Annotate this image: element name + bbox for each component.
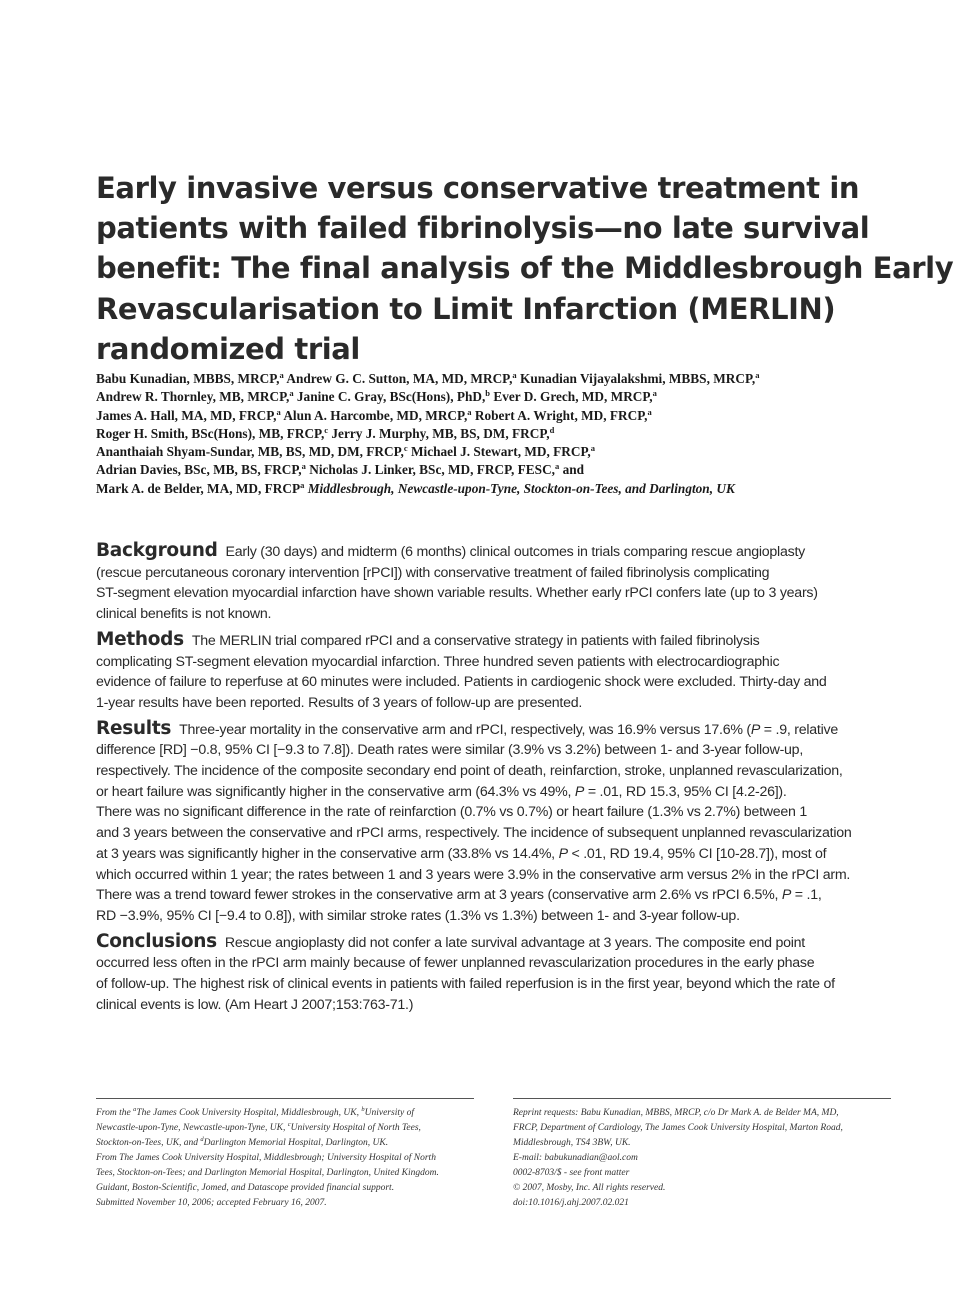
footnote-line (96, 1106, 481, 1121)
abstract-line (96, 719, 896, 741)
affiliation-marker: a (652, 388, 657, 399)
author-line (96, 388, 916, 406)
author-name: Mark A. de Belder, MA, MD, FRCP (96, 480, 301, 496)
affiliation-marker: a (647, 406, 652, 417)
abstract-line: 1-year results have been reported. Results of 3 years of follow-up are presented. (96, 694, 583, 711)
p-value-symbol: P (781, 887, 792, 904)
abstract-line: difference [RD] −0.8, 95% CI [−9.3 to 7.8]). Death rates were similar (3.9% vs 3.2%) between 1- and 3-year follow-up, (96, 742, 804, 759)
affiliation-marker: b (361, 1106, 365, 1113)
abstract-text: Early (30 days) and midterm (6 months) clinical outcomes in trials comparing rescue angioplasty (225, 544, 805, 560)
abstract-text: or heart failure was significantly higher in the conservative arm (64.3% vs 49%, (96, 783, 575, 800)
abstract-line (96, 541, 896, 563)
contact-email[interactable]: E-mail: babukunadian@aol.com (513, 1153, 638, 1163)
affiliation-marker: c (403, 443, 408, 454)
affiliation-marker: a (555, 461, 560, 472)
abstract-methods (96, 630, 896, 714)
author-name: Janine C. Gray, BSc(Hons), PhD, (296, 389, 486, 405)
footnote-line (96, 1136, 481, 1151)
footnote-text: The James Cook University Hospital, Middlesbrough, UK, (136, 1108, 362, 1118)
affiliation-marker: d (549, 424, 555, 435)
affiliation-marker: a (512, 370, 517, 380)
abstract-line (96, 932, 896, 954)
author-name: Jerry J. Murphy, MB, BS, DM, FRCP, (331, 425, 550, 441)
author-line (96, 407, 916, 425)
submission-dates: Submitted November 10, 2006; accepted February 16, 2007. (96, 1198, 327, 1208)
affiliation-marker: a (133, 1106, 137, 1113)
issn-line: 0002-8703/$ - see front matter (513, 1168, 630, 1178)
abstract-text: = .1, (791, 887, 822, 904)
author-name: Andrew R. Thornley, MB, MRCP, (96, 389, 290, 405)
author-line (96, 370, 916, 388)
author-name: Kunadian Vijayalakshmi, MBBS, MRCP, (519, 371, 756, 386)
author-name: Ananthaiah Shyam-Sundar, MB, BS, MD, DM, FRCP, (96, 444, 404, 460)
reprint-footnotes (513, 1106, 898, 1211)
footnote-text: Stockton-on-Tees, UK, and (96, 1138, 201, 1148)
footnote-line: Tees, Stockton-on-Tees; and Darlington Memorial Hospital, Darlington, United Kingdom. (96, 1168, 439, 1178)
footnote-text: Darlington Memorial Hospital, Darlington, UK. (203, 1138, 389, 1148)
author-name: Nicholas J. Linker, BSc, MD, FRCP, FESC, (309, 462, 555, 478)
abstract-line: complicating ST-segment elevation myocardial infarction. Three hundred seven patients with electrocardiographic (96, 653, 780, 670)
affiliation-marker: b (485, 388, 491, 399)
abstract (96, 541, 896, 1020)
author-name: Alun A. Harcombe, MD, MRCP, (283, 407, 468, 423)
affiliation-marker: a (300, 479, 305, 490)
affiliation-marker: c (287, 1121, 291, 1128)
author-line (96, 461, 916, 479)
copyright-line: © 2007, Mosby, Inc. All rights reserved. (513, 1183, 666, 1193)
abstract-line (96, 885, 896, 906)
author-name: Ever D. Grech, MD, MRCP, (493, 389, 653, 405)
affiliation-marker: a (467, 406, 472, 417)
abstract-line: RD −3.9%, 95% CI [−9.4 to 0.8]), with similar stroke rates (1.3% vs 1.3%) between 1- and 3-year follow-up. (96, 907, 740, 924)
section-heading: Methods (96, 628, 184, 650)
footnote-divider (513, 1098, 891, 1099)
abstract-line: There was no significant difference in the rate of reinfarction (0.7% vs 0.7%) or heart failure (1.3% vs 2.7%) between 1 (96, 804, 808, 821)
abstract-text: = .9, relative (760, 721, 838, 738)
p-value-symbol: P (558, 845, 568, 862)
abstract-line: and 3 years between the conservative and rPCI arms, respectively. The incidence of subsequent unplanned revascularization (96, 825, 852, 842)
footnote-text: University of (364, 1108, 414, 1118)
abstract-line: evidence of failure to reperfuse at 60 minutes were included. Patients in cardiogenic shock were excluded. Thirty-day and (96, 674, 827, 691)
abstract-line: which occurred within 1 year; the rates between 1 and 3 years were 3.9% in the conservative arm versus 2% in the rPCI arm. (96, 866, 851, 883)
abstract-text: Three-year mortality in the conservative arm and rPCI, respectively, was 16.9% versus 17.6% ( (179, 721, 751, 738)
abstract-text: at 3 years was significantly higher in the conservative arm (33.8% vs 14.4%, (96, 845, 559, 862)
affiliation-marker: a (590, 443, 595, 454)
footnote-line: From The James Cook University Hospital, Middlesbrough; University Hospital of North (96, 1153, 436, 1163)
abstract-text: < .01, RD 19.4, 95% CI [10-28.7]), most of (567, 845, 827, 862)
abstract-background (96, 541, 896, 625)
author-line (96, 425, 916, 443)
abstract-line (96, 630, 896, 652)
abstract-line: (rescue percutaneous coronary intervention [rPCI]) with conservative treatment of failed fibrinolysis complicating (96, 564, 770, 581)
section-heading: Conclusions (96, 930, 217, 952)
author-name: Babu Kunadian, MBBS, MRCP, (96, 371, 280, 386)
abstract-line: clinical events is low. (Am Heart J 2007;153:763-71.) (96, 996, 414, 1013)
title-line: Early invasive versus conservative treatment in (96, 171, 860, 205)
section-heading: Background (96, 540, 218, 561)
abstract-text: Rescue angioplasty did not confer a late survival advantage at 3 years. The composite end point (224, 934, 806, 951)
author-list (96, 370, 916, 498)
author-locations: Middlesbrough, Newcastle-upon-Tyne, Stockton-on-Tees, and Darlington, UK (307, 480, 735, 496)
affiliation-marker: a (276, 406, 281, 417)
abstract-text: The MERLIN trial compared rPCI and a conservative strategy in patients with failed fibrinolysis (191, 632, 760, 649)
doi-link[interactable]: doi:10.1016/j.ahj.2007.02.021 (513, 1198, 629, 1208)
affiliation-marker: a (279, 370, 284, 380)
author-line (96, 443, 916, 461)
p-value-symbol: P (750, 721, 761, 738)
abstract-line: ST-segment elevation myocardial infarction have shown variable results. Whether early rPCI confers late (up to 3 years) (96, 585, 818, 602)
author-name: Andrew G. C. Sutton, MA, MD, MRCP, (286, 371, 513, 386)
title-line: randomized trial (96, 331, 360, 366)
footnote-line: Middlesbrough, TS4 3BW, UK. (513, 1138, 631, 1148)
p-value-symbol: P (574, 783, 585, 800)
affiliation-marker: c (324, 424, 329, 435)
abstract-line (96, 782, 896, 803)
section-heading: Results (96, 717, 172, 739)
footnote-divider (96, 1098, 474, 1099)
funding-note: Guidant, Boston-Scientific, Jomed, and Datascope provided financial support. (96, 1183, 395, 1193)
author-conjunction: and (562, 462, 585, 478)
abstract-line: occurred less often in the rPCI arm mainly because of fewer unplanned revascularization procedures in the early phase (96, 955, 815, 972)
title-line: benefit: The final analysis of the Middlesbrough Early (96, 251, 954, 286)
author-line (96, 480, 916, 498)
affiliation-marker: a (755, 370, 760, 380)
title-line: patients with failed fibrinolysis—no late survival (96, 211, 870, 246)
title-line: Revascularisation to Limit Infarction (MERLIN) (96, 291, 836, 326)
author-name: James A. Hall, MA, MD, FRCP, (96, 407, 277, 423)
abstract-line (96, 844, 896, 865)
footnote-line (96, 1121, 481, 1136)
affiliation-marker: d (200, 1136, 204, 1143)
abstract-line: clinical benefits is not known. (96, 606, 272, 623)
footnote-text: Newcastle-upon-Tyne, Newcastle-upon-Tyne, UK, (96, 1123, 288, 1133)
abstract-results (96, 719, 896, 927)
abstract-text: = .01, RD 15.3, 95% CI [4.2-26]). (584, 783, 787, 800)
author-name: Robert A. Wright, MD, FRCP, (474, 407, 648, 423)
affiliation-marker: a (289, 388, 294, 399)
article-title (96, 168, 954, 369)
abstract-text: There was a trend toward fewer strokes in the conservative arm at 3 years (conservative arm 2.6% vs rPCI 6.5%, (96, 887, 782, 904)
affiliation-footnotes (96, 1106, 481, 1211)
author-name: Roger H. Smith, BSc(Hons), MB, FRCP, (96, 425, 325, 441)
footnote-text: From the (96, 1108, 134, 1118)
affiliation-marker: a (301, 461, 306, 472)
author-name: Adrian Davies, BSc, MB, BS, FRCP, (96, 462, 302, 478)
footnote-text: University Hospital of North Tees, (290, 1123, 421, 1133)
abstract-line: respectively. The incidence of the composite secondary end point of death, reinfarction, stroke, unplanned revascularization, (96, 763, 843, 780)
abstract-conclusions (96, 932, 896, 1016)
footnote-line: Reprint requests: Babu Kunadian, MBBS, MRCP, c/o Dr Mark A. de Belder MA, MD, (513, 1108, 839, 1118)
footnote-line: FRCP, Department of Cardiology, The James Cook University Hospital, Marton Road, (513, 1123, 843, 1133)
author-name: Michael J. Stewart, MD, FRCP, (410, 444, 591, 460)
abstract-line: of follow-up. The highest risk of clinical events in patients with failed reperfusion is in the first year, beyond which the rate of (96, 976, 835, 993)
